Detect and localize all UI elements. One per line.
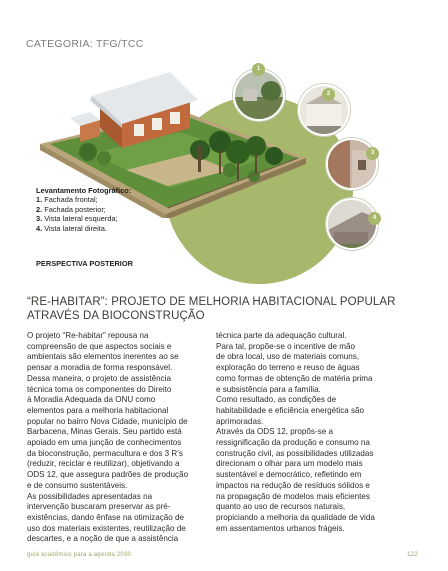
article-title (27, 296, 427, 323)
text-line: pensar a moradia de forma responsável. (27, 363, 173, 373)
text-line: As possibilidades apresentadas na (27, 491, 153, 501)
text-line: ressignificação da produção e consumo na (216, 438, 370, 448)
text-line: impactos na redução de resíduos sólidos e (216, 480, 370, 490)
photo-left-side-view (326, 138, 378, 190)
legend-item: 4. Vista lateral direita. (36, 223, 107, 233)
text-line: aprimoradas. (216, 416, 264, 426)
text-line: intervenção buscaram preservar as pré- (27, 502, 171, 512)
text-line: Dessa maneira, o projeto de assistência (27, 373, 171, 383)
text-line: e subsistência para a família. (216, 384, 321, 394)
text-line: quanto ao uso de recursos naturais, (216, 502, 346, 512)
text-line: popular no bairro Nova Cidade, município de (27, 416, 188, 426)
text-line: existências, dando ênfase na otimização de (27, 512, 185, 522)
text-line: (reduzir, reciclar e reutilizar), objetivando a (27, 459, 180, 469)
footer-publication-name: guia acadêmico para a agenda 2030 (27, 552, 132, 558)
text-line: sustentável e democrático, refletindo em (216, 470, 362, 480)
text-line: exploração do terreno e reuso de águas (216, 363, 360, 373)
text-line: e de consumo sustentáveis. (27, 480, 128, 490)
photo-survey-legend (36, 186, 131, 233)
text-line: Barbacena, Minas Gerais. Seu partido está (27, 427, 182, 437)
legend-item: 2. Fachada posterior; (36, 204, 106, 214)
text-line: apoiado em uma junção de conhecimentos (27, 438, 182, 448)
text-line: direcionam o olhar para um modelo mais (216, 459, 363, 469)
title-line: “RE-HABITAR”: PROJETO DE MELHORIA HABITACIONAL POPULAR (27, 296, 396, 308)
text-line: como formas de obtenção de matéria prima (216, 373, 373, 383)
photo-number-badge: 3 (366, 147, 379, 160)
photo-number-badge: 2 (322, 88, 335, 101)
text-line: técnica parte da adequação cultural. (216, 331, 347, 340)
text-line: da bioconstrução, permacultura e dos 3 R’s (27, 448, 183, 458)
text-line: compreensão de que aspectos sociais e (27, 341, 172, 351)
text-line: ambientais são elementos inerentes ao se (27, 352, 179, 362)
text-line: Para tal, propõe-se o incentive de mão (216, 341, 356, 351)
text-line: elementos para a melhoria habitacional (27, 405, 169, 415)
body-column-right (216, 331, 406, 534)
text-line: ODS 12, que assegura padrões de produção (27, 470, 189, 480)
photo-number-badge: 4 (368, 212, 381, 225)
legend-heading: Levantamento Fotográfico: (36, 186, 132, 195)
text-line: em assentamentos urbanos frágeis. (216, 523, 345, 533)
photo-number-badge: 1 (252, 63, 265, 76)
text-line: à Moradia Adequada da ONU como (27, 395, 156, 405)
illustration-area (0, 58, 448, 288)
body-column-left (27, 331, 203, 545)
text-line: na propagação de modelos mais eficientes (216, 491, 370, 501)
text-line: habitabilidade e eficiência energética são (216, 405, 365, 415)
text-line: de obra local, uso de materiais comuns, (216, 352, 360, 362)
text-line: uso dos materiais existentes, reutilização de (27, 523, 186, 533)
text-line: O projeto “Re-habitar” repousa na (27, 331, 149, 340)
category-label: CATEGORIA: TFG/TCC (26, 38, 144, 50)
text-line: Através da ODS 12, propõs-se a (216, 427, 333, 437)
legend-item: 1. Fachada frontal; (36, 195, 98, 205)
legend-item: 3. Vista lateral esquerda; (36, 214, 118, 224)
page-number: 122 (407, 551, 418, 558)
text-line: construção civil, as possibilidades utilizadas (216, 448, 374, 458)
photo-front-facade (233, 69, 285, 121)
text-line: Como resultado, as condições de (216, 395, 337, 405)
title-line: ATRAVÉS DA BIOCONSTRUÇÃO (27, 309, 205, 322)
text-line: descartes, e a noção de que a assistência (27, 534, 179, 544)
text-line: técnica toma os componentes do Direito (27, 384, 172, 394)
text-line: propiciando a melhoria da qualidade de vida (216, 512, 375, 522)
perspective-caption: PERSPECTIVA POSTERIOR (36, 259, 133, 268)
